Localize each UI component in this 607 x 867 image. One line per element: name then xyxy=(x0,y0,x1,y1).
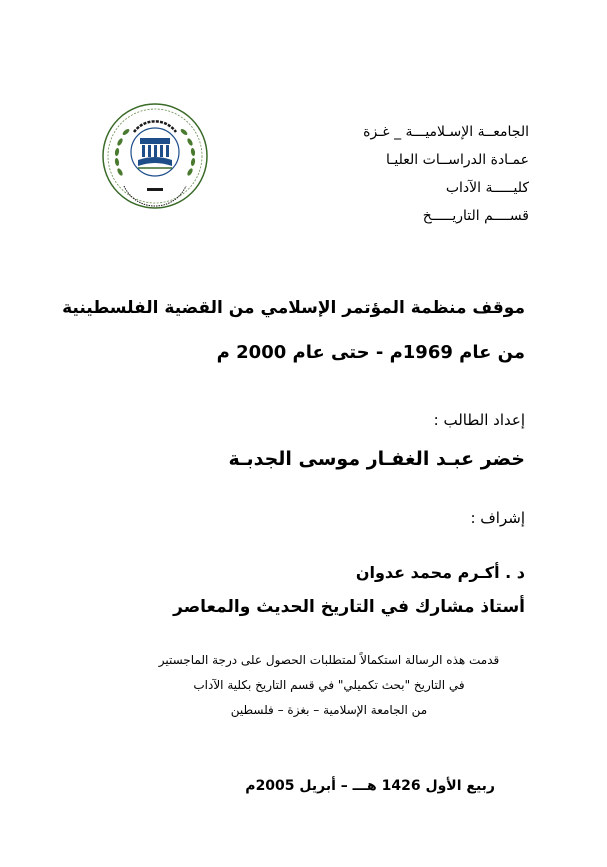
statement-line-1: قدمت هذه الرسالة استكمالاً لمتطلبات الحصول على درجة الماجستير xyxy=(158,653,500,667)
supervisor-title: أستاذ مشارك في التاريخ الحديث والمعاصر xyxy=(173,597,525,617)
thesis-statement xyxy=(149,648,509,723)
supervisor-name: د . أكـرم محمد عدوان xyxy=(355,563,525,582)
deanship-name: عمـادة الدراســات العليـا xyxy=(386,152,529,168)
student-name: خضر عبـد الغفـار موسى الجدبـة xyxy=(228,448,525,470)
statement-line-2: في التاريخ "بحث تكميلي" في قسم التاريخ بكلية الآداب xyxy=(193,678,465,692)
thesis-title-line-1: موقف منظمة المؤتمر الإسلامي من القضية الفلسطينية xyxy=(62,298,525,318)
supervision-label: إشراف : xyxy=(470,509,525,527)
statement-line-3: من الجامعة الإسلامية – بغزة – فلسطين xyxy=(230,703,428,717)
university-seal-icon xyxy=(100,102,210,210)
faculty-name: كليـــــة الآداب xyxy=(445,180,529,196)
institution-header xyxy=(309,118,529,230)
thesis-title-line-2: من عام 1969م - حتى عام 2000 م xyxy=(216,342,525,363)
prepared-by-label: إعداد الطالب : xyxy=(433,411,525,429)
university-name: الجامعــة الإسـلاميـــة _ غـزة xyxy=(363,124,529,140)
submission-date: ربيع الأول 1426 هـــ – أبريل 2005م xyxy=(245,778,495,794)
department-name: قســــم التاريـــــخ xyxy=(422,208,529,224)
